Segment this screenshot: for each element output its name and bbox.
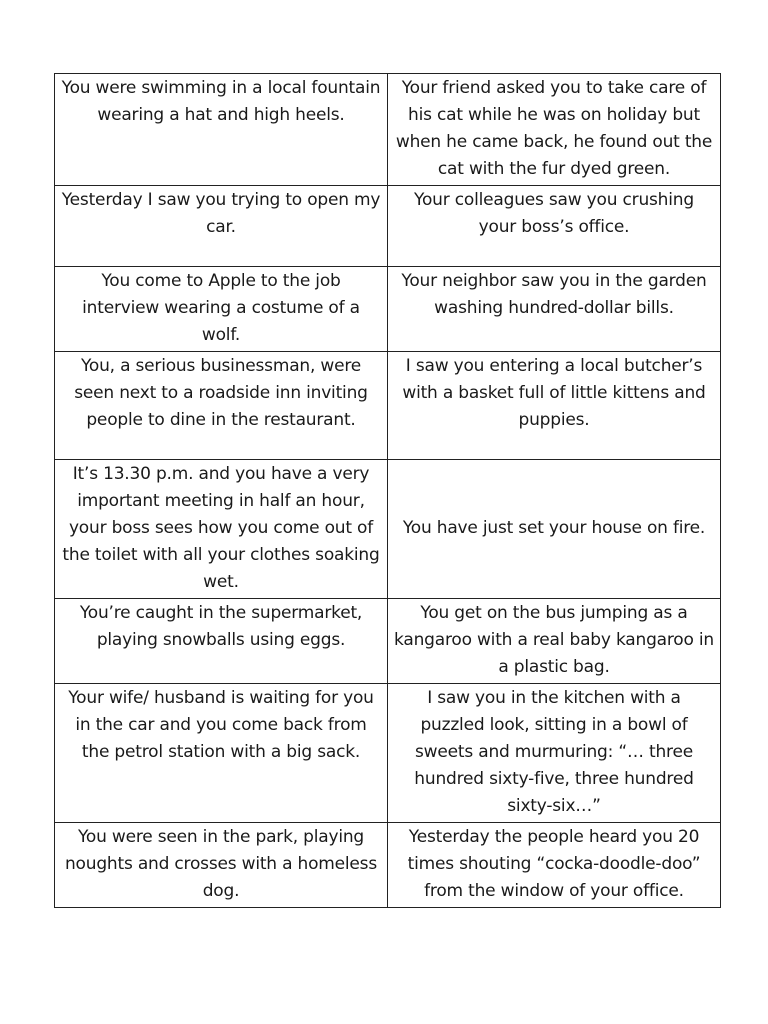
card-cell-right: Yesterday the people heard you 20 times shouting “cocka-doodle-doo” from the window of your office.	[388, 823, 721, 908]
card-row	[55, 684, 721, 823]
card-cell-right: I saw you entering a local butcher’s with a basket full of little kittens and puppies.	[388, 352, 721, 460]
card-cell-right: You get on the bus jumping as a kangaroo with a real baby kangaroo in a plastic bag.	[388, 599, 721, 684]
card-row	[55, 186, 721, 267]
card-cell-left: You, a serious businessman, were seen next to a roadside inn inviting people to dine in the restaurant.	[55, 352, 388, 460]
card-cell-right: Your friend asked you to take care of his cat while he was on holiday but when he came back, he found out the cat with the fur dyed green.	[388, 74, 721, 186]
card-cell-left: You come to Apple to the job interview wearing a costume of a wolf.	[55, 267, 388, 352]
card-row	[55, 267, 721, 352]
card-cell-left: You were swimming in a local fountain wearing a hat and high heels.	[55, 74, 388, 186]
card-cell-left: You were seen in the park, playing noughts and crosses with a homeless dog.	[55, 823, 388, 908]
card-cell-right: Your colleagues saw you crushing your boss’s office.	[388, 186, 721, 267]
card-row	[55, 74, 721, 186]
card-cell-left: Yesterday I saw you trying to open my car.	[55, 186, 388, 267]
card-cell-left: It’s 13.30 p.m. and you have a very important meeting in half an hour, your boss sees how you come out of the toilet with all your clothes soaking wet.	[55, 460, 388, 599]
card-row	[55, 352, 721, 460]
card-row	[55, 460, 721, 599]
card-cell-right: I saw you in the kitchen with a puzzled look, sitting in a bowl of sweets and murmuring: “… three hundred sixty-five, three hundred sixty-six…”	[388, 684, 721, 823]
card-cell-left: Your wife/ husband is waiting for you in the car and you come back from the petrol station with a big sack.	[55, 684, 388, 823]
card-cell-right: Your neighbor saw you in the garden washing hundred-dollar bills.	[388, 267, 721, 352]
card-row	[55, 823, 721, 908]
situation-cards-table	[54, 73, 721, 908]
card-cell-left: You’re caught in the supermarket, playing snowballs using eggs.	[55, 599, 388, 684]
card-row	[55, 599, 721, 684]
card-cell-right: You have just set your house on fire.	[388, 460, 721, 599]
